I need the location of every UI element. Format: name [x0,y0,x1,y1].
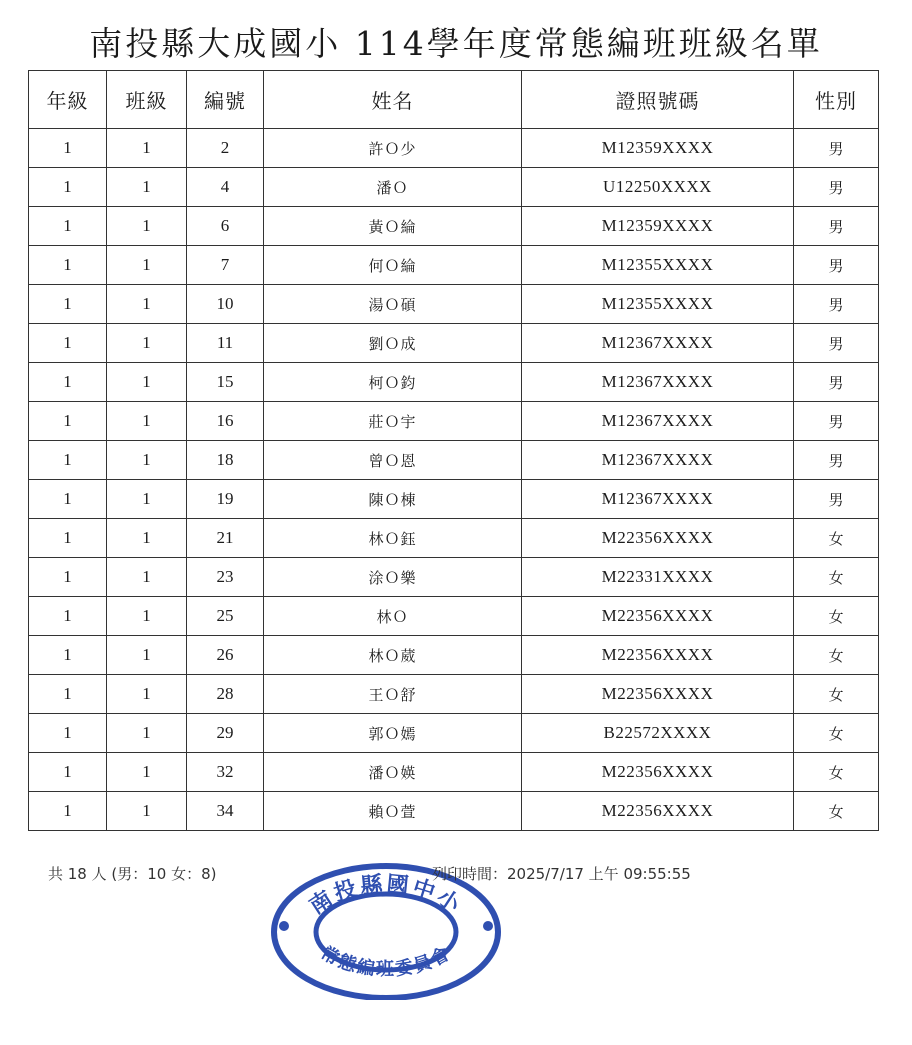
cell-id-number: M22356XXXX [522,597,794,636]
table-row [29,753,879,792]
cell-name: 曾Ｏ恩 [264,441,522,480]
cell-seat-number: 34 [187,792,264,831]
cell-class: 1 [107,792,187,831]
cell-grade: 1 [29,558,107,597]
cell-class: 1 [107,519,187,558]
cell-name: 潘Ｏ媖 [264,753,522,792]
cell-name: 莊Ｏ宇 [264,402,522,441]
cell-seat-number: 16 [187,402,264,441]
cell-gender: 男 [794,402,879,441]
cell-class: 1 [107,246,187,285]
cell-grade: 1 [29,207,107,246]
cell-name: 林Ｏ [264,597,522,636]
table-row [29,558,879,597]
seal-bottom-text: 常態編班委員會 [316,942,456,981]
cell-gender: 女 [794,636,879,675]
cell-gender: 男 [794,480,879,519]
table-row [29,246,879,285]
class-roster-table [28,70,879,831]
cell-gender: 女 [794,753,879,792]
cell-id-number: M22356XXXX [522,675,794,714]
cell-gender: 男 [794,168,879,207]
cell-gender: 男 [794,207,879,246]
cell-id-number: M12367XXXX [522,363,794,402]
table-row [29,324,879,363]
cell-id-number: M12367XXXX [522,324,794,363]
cell-class: 1 [107,129,187,168]
cell-grade: 1 [29,519,107,558]
cell-id-number: M12355XXXX [522,246,794,285]
cell-id-number: M22356XXXX [522,753,794,792]
cell-id-number: M12367XXXX [522,441,794,480]
cell-class: 1 [107,753,187,792]
cell-id-number: M12367XXXX [522,402,794,441]
header-id-number: 證照號碼 [522,71,794,129]
cell-class: 1 [107,363,187,402]
header-name: 姓名 [264,71,522,129]
cell-seat-number: 4 [187,168,264,207]
cell-name: 林Ｏ葳 [264,636,522,675]
cell-class: 1 [107,636,187,675]
cell-grade: 1 [29,246,107,285]
header-gender: 性別 [794,71,879,129]
cell-gender: 男 [794,441,879,480]
cell-name: 何Ｏ綸 [264,246,522,285]
table-row [29,402,879,441]
svg-text:常態編班委員會 [317,942,455,981]
cell-class: 1 [107,480,187,519]
cell-name: 黃Ｏ綸 [264,207,522,246]
cell-name: 王Ｏ舒 [264,675,522,714]
cell-gender: 男 [794,285,879,324]
cell-grade: 1 [29,363,107,402]
student-count: 共 18 人 (男：10 女：8) [48,865,217,883]
table-row [29,441,879,480]
cell-seat-number: 2 [187,129,264,168]
cell-gender: 男 [794,324,879,363]
cell-grade: 1 [29,129,107,168]
cell-seat-number: 18 [187,441,264,480]
cell-seat-number: 21 [187,519,264,558]
cell-class: 1 [107,714,187,753]
table-body [29,129,879,831]
cell-grade: 1 [29,753,107,792]
cell-class: 1 [107,558,187,597]
cell-id-number: B22572XXXX [522,714,794,753]
cell-class: 1 [107,402,187,441]
cell-id-number: M22356XXXX [522,636,794,675]
cell-class: 1 [107,441,187,480]
cell-grade: 1 [29,714,107,753]
cell-seat-number: 10 [187,285,264,324]
cell-grade: 1 [29,285,107,324]
cell-grade: 1 [29,597,107,636]
print-timestamp: 列印時間：2025/7/17 上午 09:55:55 [432,865,691,883]
cell-gender: 女 [794,792,879,831]
cell-class: 1 [107,597,187,636]
cell-seat-number: 28 [187,675,264,714]
table-row [29,792,879,831]
header-grade: 年級 [29,71,107,129]
table-row [29,636,879,675]
table-row [29,168,879,207]
cell-class: 1 [107,168,187,207]
cell-id-number: M22356XXXX [522,519,794,558]
cell-gender: 男 [794,363,879,402]
cell-seat-number: 7 [187,246,264,285]
cell-id-number: U12250XXXX [522,168,794,207]
table-row [29,480,879,519]
cell-grade: 1 [29,792,107,831]
page-title: 南投縣大成國小 114學年度常態編班班級名單 [89,24,823,63]
table-row [29,714,879,753]
cell-class: 1 [107,324,187,363]
cell-class: 1 [107,675,187,714]
cell-gender: 女 [794,597,879,636]
table-header-row [29,71,879,129]
cell-id-number: M12359XXXX [522,207,794,246]
cell-seat-number: 29 [187,714,264,753]
cell-name: 劉Ｏ成 [264,324,522,363]
cell-grade: 1 [29,324,107,363]
cell-id-number: M12367XXXX [522,480,794,519]
cell-seat-number: 23 [187,558,264,597]
cell-grade: 1 [29,168,107,207]
cell-seat-number: 25 [187,597,264,636]
table-row [29,519,879,558]
cell-id-number: M12355XXXX [522,285,794,324]
header-class: 班級 [107,71,187,129]
cell-id-number: M22356XXXX [522,792,794,831]
header-seat-number: 編號 [187,71,264,129]
cell-grade: 1 [29,402,107,441]
cell-grade: 1 [29,441,107,480]
table-row [29,207,879,246]
cell-grade: 1 [29,480,107,519]
cell-gender: 女 [794,558,879,597]
cell-name: 陳Ｏ棟 [264,480,522,519]
cell-seat-number: 32 [187,753,264,792]
cell-gender: 女 [794,714,879,753]
cell-name: 湯Ｏ碩 [264,285,522,324]
cell-class: 1 [107,207,187,246]
cell-seat-number: 6 [187,207,264,246]
table-row [29,285,879,324]
cell-name: 許Ｏ少 [264,129,522,168]
cell-name: 郭Ｏ嫣 [264,714,522,753]
cell-seat-number: 19 [187,480,264,519]
table-row [29,597,879,636]
cell-name: 涂Ｏ樂 [264,558,522,597]
cell-seat-number: 11 [187,324,264,363]
cell-seat-number: 26 [187,636,264,675]
cell-grade: 1 [29,675,107,714]
cell-class: 1 [107,285,187,324]
table-row [29,129,879,168]
cell-gender: 女 [794,519,879,558]
cell-id-number: M12359XXXX [522,129,794,168]
seal-top-text: 南投縣國中小 [305,872,467,920]
cell-name: 潘Ｏ [264,168,522,207]
cell-gender: 男 [794,246,879,285]
cell-grade: 1 [29,636,107,675]
cell-gender: 男 [794,129,879,168]
cell-id-number: M22331XXXX [522,558,794,597]
cell-name: 賴Ｏ萱 [264,792,522,831]
cell-seat-number: 15 [187,363,264,402]
table-row [29,363,879,402]
cell-gender: 女 [794,675,879,714]
table-row [29,675,879,714]
cell-name: 林Ｏ鈺 [264,519,522,558]
cell-name: 柯Ｏ鈞 [264,363,522,402]
